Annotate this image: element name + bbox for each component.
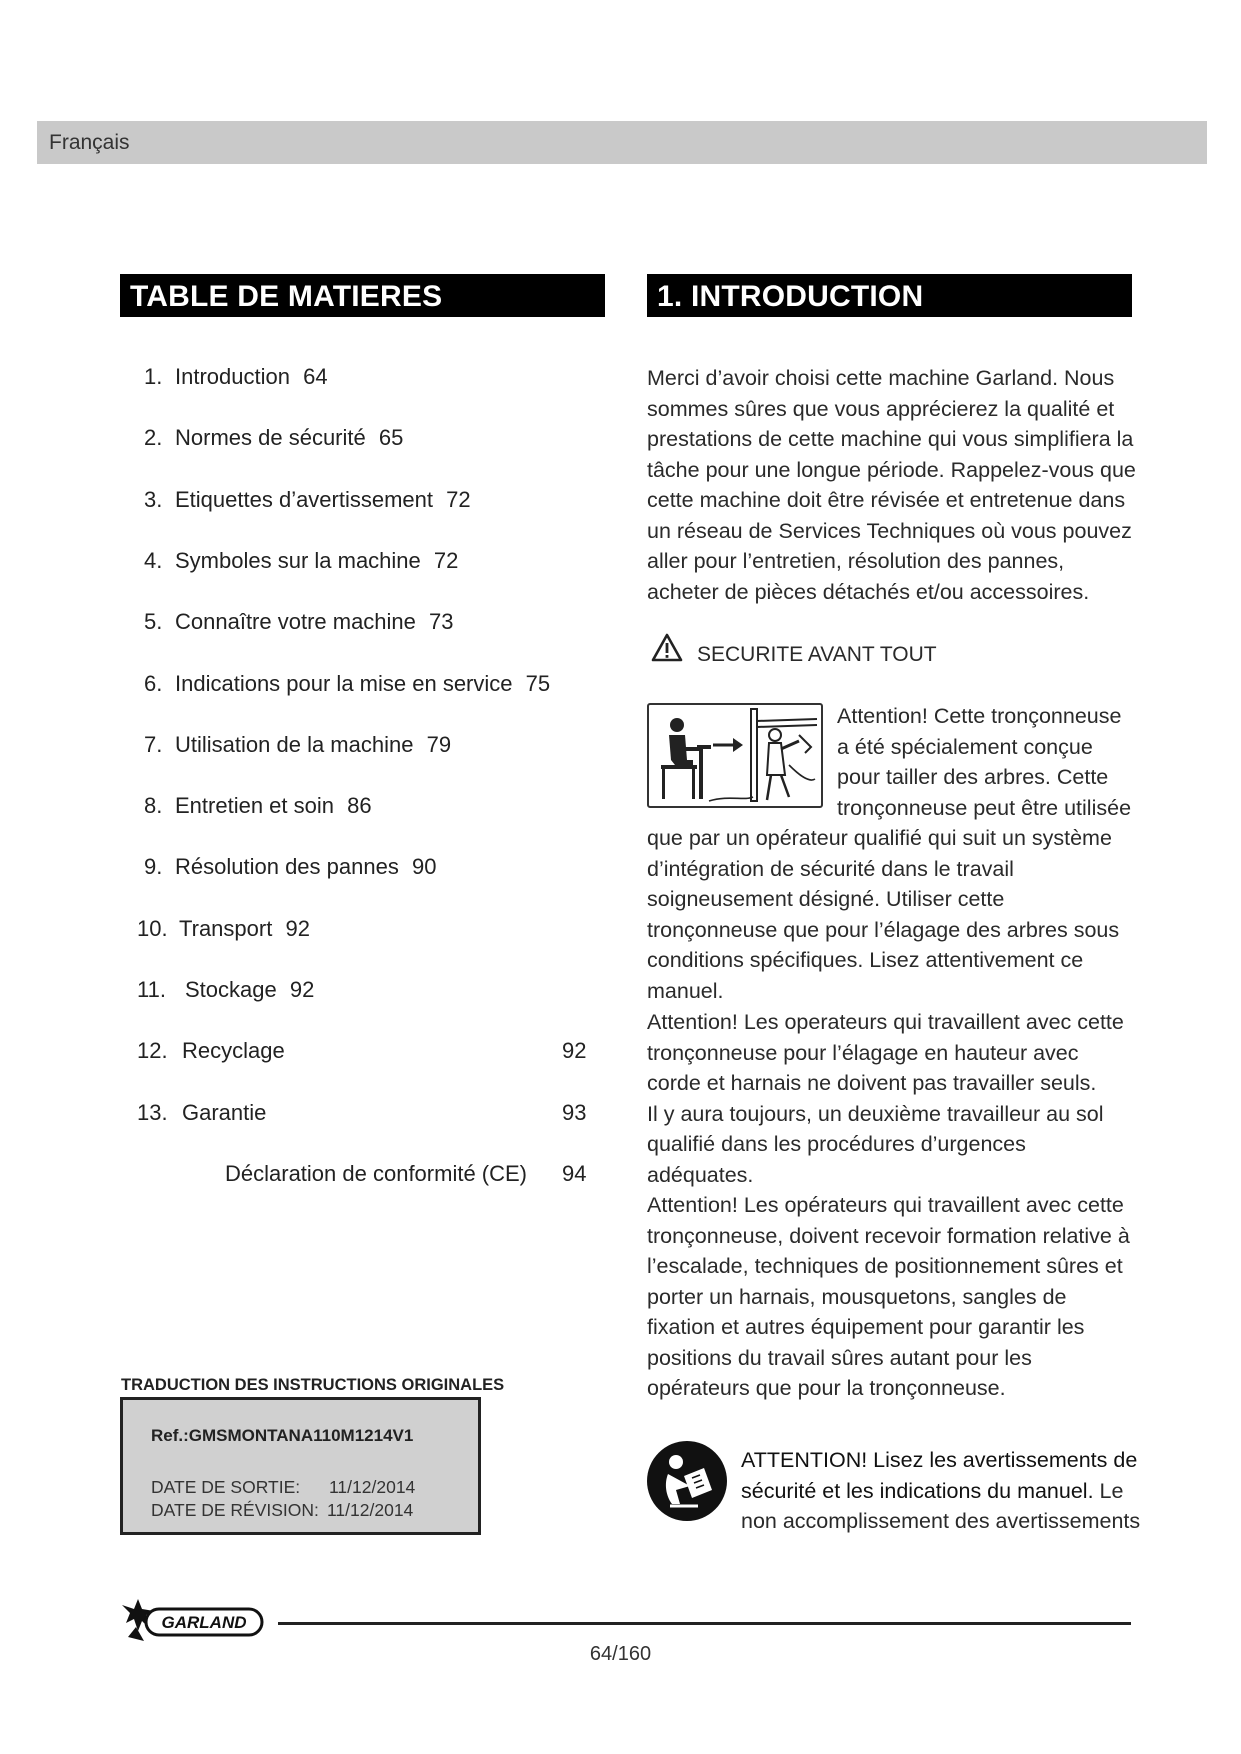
toc-item [144,609,454,635]
toc-item [137,977,314,1003]
release-label: DATE DE SORTIE: [151,1477,301,1497]
read-manual-warning [741,1445,1141,1537]
warning-chainsaw-pruning-text: Attention! Cette tronçonneuse a été spécialement conçue pour tailler des arbres. Cette tronçonneuse peut être utilisée que par un opérateur qualifié qui suit un système d’intégration de sécurité dans le travail soigneusement désigné. Utiliser cette tronçonneuse que pour l’élagage des arbres sous conditions spécifiques. Lisez attentivement ce manuel. [647,704,1132,1003]
toc-title: TABLE DE MATIERES [120,274,605,317]
language-bar [37,121,1207,164]
toc-item-page: 72 [433,547,459,573]
revision-row [151,1500,414,1521]
toc-item-number: 13. [137,1099,168,1125]
toc-item-number: 11. [137,977,166,1002]
toc-item-title: Stockage [185,977,277,1002]
toc-item-number: 12. [137,1038,168,1064]
toc-item-number: 8. [144,793,163,819]
release-row [151,1477,416,1498]
toc-item [137,1100,266,1126]
toc-item-page: 64 [303,364,328,389]
toc-item-page: 72 [446,486,471,512]
language-label: Français [49,131,130,154]
pictogram-spacer [647,701,837,817]
toc-item [144,548,458,574]
toc-item-number: 2. [144,425,163,451]
reference-code: Ref.:GMSMONTANA110M1214V1 [151,1426,414,1445]
toc-item-page: 92 [285,915,310,941]
toc-item-number: 4. [144,547,163,573]
footer-rule [278,1622,1131,1625]
warning-chainsaw-pruning [647,701,1137,1006]
warning-not-alone [647,1007,1137,1190]
toc-item [144,854,436,880]
toc-item-page: 65 [378,425,404,451]
toc-item-title: Transport [179,915,273,941]
toc-item-title: Recyclage [182,1038,285,1064]
read-manual-rest: Le non accomplissement des avertissements [741,1478,1141,1533]
reference-caption: TRADUCTION DES INSTRUCTIONS ORIGINALES [121,1376,505,1394]
intro-paragraph: Merci d’avoir choisi cette machine Garland. Nous sommes sûres que vous apprécierez la qualité et prestations de cette machine qui vous simplifiera la tâche pour une longue période. Rappelez-vous que cette machine doit être révisée et entretenue dans un réseau de Services Techniques où vous pouvez aller pour l’entretien, résolution des pannes, acheter de pièces détachés et/ou accessoires. [647,366,1136,604]
toc-item-number: 10. [137,915,168,941]
toc-item-title: Garantie [182,1099,267,1125]
toc-item-number: 5. [144,609,163,635]
toc-item [137,916,310,942]
logo-text: GARLAND [161,1613,247,1632]
toc-item-title: Introduction [175,364,290,389]
toc-item-title: Résolution des pannes [175,854,399,880]
toc-item [144,732,451,758]
toc-item [137,1038,285,1064]
toc-item-title: Entretien et soin [175,793,334,819]
toc-item [144,425,403,451]
page-number: 64/160 [589,1643,652,1665]
toc-item [144,793,372,819]
toc-item-title: Etiquettes d’avertissement [175,486,434,512]
toc-item-title: Symboles sur la machine [175,547,421,573]
toc-item-title: Connaître votre machine [175,609,416,635]
warning-not-alone-text: Attention! Les operateurs qui travaillent avec cette tronçonneuse pour l’élagage en hauteur avec corde et harnais ne doivent pas travailler seuls. [647,1010,1124,1095]
warning-training: Attention! Les opérateurs qui travaillent avec cette tronçonneuse, doivent recevoir formation relative à l’escalade, techniques de positionnement sûres et porter un harnais, mousquetons, sangles de fixation et autres équipement pour garantir les positions du travail sûres autant pour les opérateurs que pour la tronçonneuse. [647,1193,1130,1400]
toc-item-title: Indications pour la mise en service [175,670,513,696]
ground-worker-text: Il y aura toujours, un deuxième travailleur au sol qualifié dans les procédures d’urgences adéquates. [647,1101,1104,1187]
toc-item [144,671,550,697]
toc-item-page: 94 [562,1160,587,1186]
toc-item-page: 73 [429,609,454,635]
safety-heading: SECURITE AVANT TOUT [697,643,937,666]
toc-item-title: Utilisation de la machine [175,731,414,757]
warning-triangle-icon [651,633,683,668]
toc-item-title: Déclaration de conformité (CE) [225,1160,528,1186]
toc-item-number: 1. [144,364,163,389]
toc-item-number: 9. [144,854,163,880]
reference-box [120,1397,481,1535]
read-manual-bold: ATTENTION! Lisez les avertissements de sécurité et les indications du manuel. [741,1448,1138,1503]
toc-item-number: 6. [144,670,163,696]
toc-item-page: 90 [411,854,437,880]
toc-item-page: 79 [426,731,452,757]
toc-item-page: 93 [562,1099,587,1125]
toc-item-page: 86 [347,793,372,819]
toc-item-page: 75 [525,670,551,696]
toc-item-number: 3. [144,486,163,512]
introduction-title: 1. INTRODUCTION [647,274,1132,317]
toc-item-page: 92 [562,1038,587,1064]
toc-item [144,487,471,513]
toc-item-number: 7. [144,731,163,757]
toc-item [144,364,328,390]
revision-label: DATE DE RÉVISION: [151,1500,319,1520]
toc-item-page: 92 [289,977,315,1002]
revision-date: 11/12/2014 [327,1500,414,1520]
toc-item-title: Normes de sécurité [175,425,366,451]
release-date: 11/12/2014 [329,1477,416,1497]
read-manual-icon [646,1440,728,1527]
toc-item [180,1161,527,1187]
